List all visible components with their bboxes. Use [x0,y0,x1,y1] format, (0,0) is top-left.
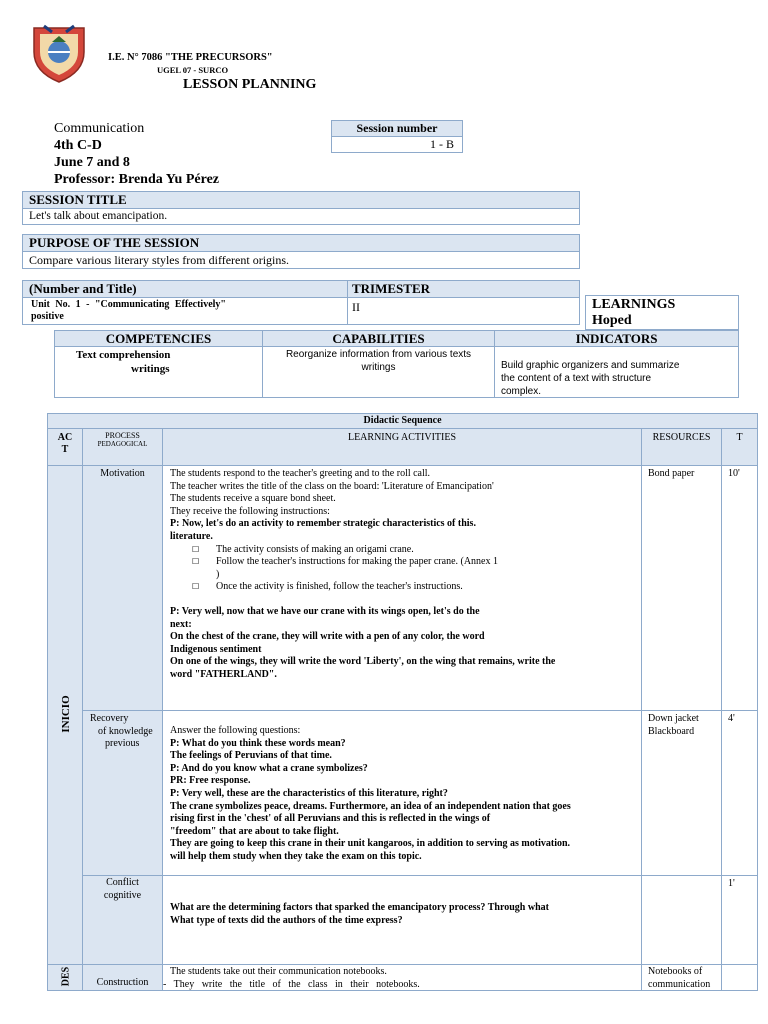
sequence-title-cell [47,413,758,429]
phase-des-cell [47,964,83,991]
bullet-square-icon: ☐ [192,582,200,592]
session-number-box [331,136,463,153]
conflict-bold-1: What are the determining factors that sparked the emancipatory process? Through what [170,902,549,913]
indicator-line2: the content of a text with structure [501,373,652,384]
recovery-bold-7: rising first in the 'chest' of all Peruvians and this is reflected in the wings of [170,813,491,825]
construction-resources-line1: Notebooks of [648,966,703,977]
competencies-col-label: COMPETENCIES [105,331,212,346]
recovery-process-cell [82,710,163,876]
recovery-bold-9: They are going to keep this crane in their unit kangaroos, in addition to serving as motivation. [170,838,571,850]
recovery-bold-10: will help them study when they take the exam on this topic. [170,850,422,862]
construction-resources-cell [641,964,722,991]
recovery-bold-3: P: And do you know what a crane symbolizes? [170,762,368,774]
col-activities-label: LEARNING ACTIVITIES [347,432,457,443]
phase-inicio-label: INICIO [60,695,72,733]
motivation-process-label: Motivation [100,468,145,479]
motivation-bold-2: literature. [170,530,213,542]
motivation-line-3: The students receive a square bond sheet. [170,493,336,505]
recovery-time: 4' [728,713,735,724]
recovery-resources-cell [641,710,722,876]
phase-inicio-cell [47,465,83,965]
col-process-line2: PEDAGOGICAL [97,440,148,448]
bullet-text-2: Follow the teacher's instructions for making the paper crane. (Annex 1 [216,556,498,568]
bullet-text-1: The activity consists of making an origami crane. [216,543,414,555]
capability-line2: writings [361,362,396,373]
recovery-bold-5: P: Very well, these are the characteristics of this literature, right? [170,787,448,799]
session-number-header [331,120,463,137]
conflict-time: 1' [728,878,735,889]
session-number-value: 1 - B [430,137,454,151]
sequence-title: Didactic Sequence [363,415,442,426]
motivation-time: 10' [728,468,740,479]
col-time-header [721,428,758,466]
indicators-header [494,330,739,347]
construction-resources-line2: communication [648,978,711,990]
subject-label: Communication [54,121,145,136]
conflict-resources-cell [641,875,722,965]
session-title-value: Let's talk about emancipation. [29,210,168,222]
grade-label: 4th C-D [54,138,102,153]
school-crest-icon [30,22,88,84]
trimester-header [347,280,580,298]
construction-process-cell [82,964,163,991]
motivation-bold-7: On one of the wings, they will write the word 'Liberty', on the wing that remains, write the [170,656,556,668]
bullet-text-3: Once the activity is finished, follow the teacher's instructions. [216,581,463,593]
conflict-bold-2: What type of texts did the authors of the time express? [170,914,403,926]
recovery-resources-line2: Blackboard [648,725,695,737]
motivation-bullet-2 [170,556,641,569]
capabilities-col-label: CAPABILITIES [332,331,425,346]
col-resources-label: RESOURCES [652,432,711,443]
indicator-cell [494,346,739,398]
recovery-bold-6: The crane symbolizes peace, dreams. Furthermore, an idea of an independent nation that goes [170,800,571,812]
col-act-line1: AC [57,432,73,443]
motivation-bold-3: P: Very well, now that we have our crane with its wings open, let's do the [170,605,480,617]
learnings-box [585,295,739,330]
motivation-bullet-3 [170,581,641,594]
motivation-bold-1: P: Now, let's do an activity to remember strategic characteristics of this. [170,518,476,530]
trimester-value: II [352,300,360,314]
motivation-bullet-2-cont: ) [216,568,220,580]
motivation-bold-4: next: [170,618,192,630]
motivation-bullet-1 [170,544,641,557]
purpose-value: Compare various literary styles from different origins. [29,253,290,267]
capabilities-header [262,330,495,347]
purpose-label: PURPOSE OF THE SESSION [29,235,200,250]
bullet-square-icon: ☐ [192,557,200,567]
construction-process-label: Construction [96,977,149,988]
trimester-label: TRIMESTER [352,281,431,296]
motivation-bold-6: Indigenous sentiment [170,643,262,655]
motivation-time-cell [721,465,758,711]
motivation-process-cell [82,465,163,711]
recovery-bold-2: The feelings of Peruvians of that time. [170,750,332,762]
conflict-process-line2: cognitive [103,889,142,901]
bullet-square-icon: ☐ [192,544,200,554]
recovery-process-line1: Recovery [90,713,129,724]
learnings-line1: LEARNINGS [592,297,676,312]
document-title: LESSON PLANNING [183,77,317,92]
construction-time-cell [721,964,758,991]
col-act-line2: T [61,444,69,455]
competency-line1: Text comprehension [76,349,171,361]
motivation-line-2: The teacher writes the title of the class on the board: 'Literature of Emancipation' [170,480,494,492]
phase-des-label: DES [60,966,72,987]
recovery-intro: Answer the following questions: [170,725,301,736]
purpose-box [22,251,580,269]
purpose-header [22,234,580,252]
conflict-time-cell [721,875,758,965]
motivation-line-4: They receive the following instructions: [170,505,330,517]
unit-label: (Number and Title) [29,281,137,296]
motivation-resources-cell [641,465,722,711]
indicator-line1: Build graphic organizers and summarize [501,360,680,371]
col-act-header [47,428,83,466]
competency-cell [54,346,263,398]
construction-line2: - They write the title of the class in their notebooks. [163,978,420,990]
col-time-label: T [736,432,743,443]
recovery-bold-4: PR: Free response. [170,775,251,787]
unit-value-line2: positive [31,311,64,322]
session-number-label: Session number [356,121,438,135]
indicator-line3: complex. [501,386,542,397]
unit-value-line1: Unit No. 1 - "Communicating Effectively" [31,299,226,310]
recovery-activities-cell [162,710,642,876]
learnings-line2: Hoped [592,313,632,328]
competencies-header [54,330,263,347]
trimester-value-box [347,297,580,325]
col-process-line1: PROCESS [105,431,140,440]
construction-activities-cell [162,964,642,991]
col-process-header [82,428,163,466]
date-label: June 7 and 8 [54,155,130,170]
recovery-time-cell [721,710,758,876]
session-title-header [22,191,580,209]
session-title-label: SESSION TITLE [29,192,127,207]
ugel-label: UGEL 07 - SURCO [157,65,229,75]
school-name: I.E. N° 7086 "THE PRECURSORS" [108,52,273,63]
professor-label: Professor: Brenda Yu Pérez [54,172,219,187]
recovery-process-line2: of knowledge [98,725,153,737]
recovery-process-line3: previous [105,738,140,750]
competency-line2: writings [131,363,170,375]
motivation-resources: Bond paper [648,468,695,479]
motivation-line-1: The students respond to the teacher's greeting and to the roll call. [170,468,431,479]
conflict-process-line1: Conflict [106,877,139,888]
conflict-activities-cell [162,875,642,965]
col-activities-header [162,428,642,466]
unit-value-box [22,297,348,325]
capability-line1: Reorganize information from various texts [285,349,472,360]
construction-line1: The students take out their communication notebooks. [170,966,387,977]
motivation-bold-8: word "FATHERLAND". [170,668,277,680]
motivation-activities-cell [162,465,642,711]
col-resources-header [641,428,722,466]
capability-cell [262,346,495,398]
recovery-resources-line1: Down jacket [648,713,699,724]
session-title-box [22,208,580,225]
recovery-bold-1: P: What do you think these words mean? [170,737,346,749]
unit-header [22,280,348,298]
conflict-process-cell [82,875,163,965]
motivation-bold-5: On the chest of the crane, they will write with a pen of any color, the word [170,631,485,643]
indicators-col-label: INDICATORS [575,331,658,346]
recovery-bold-8: "freedom" that are about to take flight. [170,825,339,837]
